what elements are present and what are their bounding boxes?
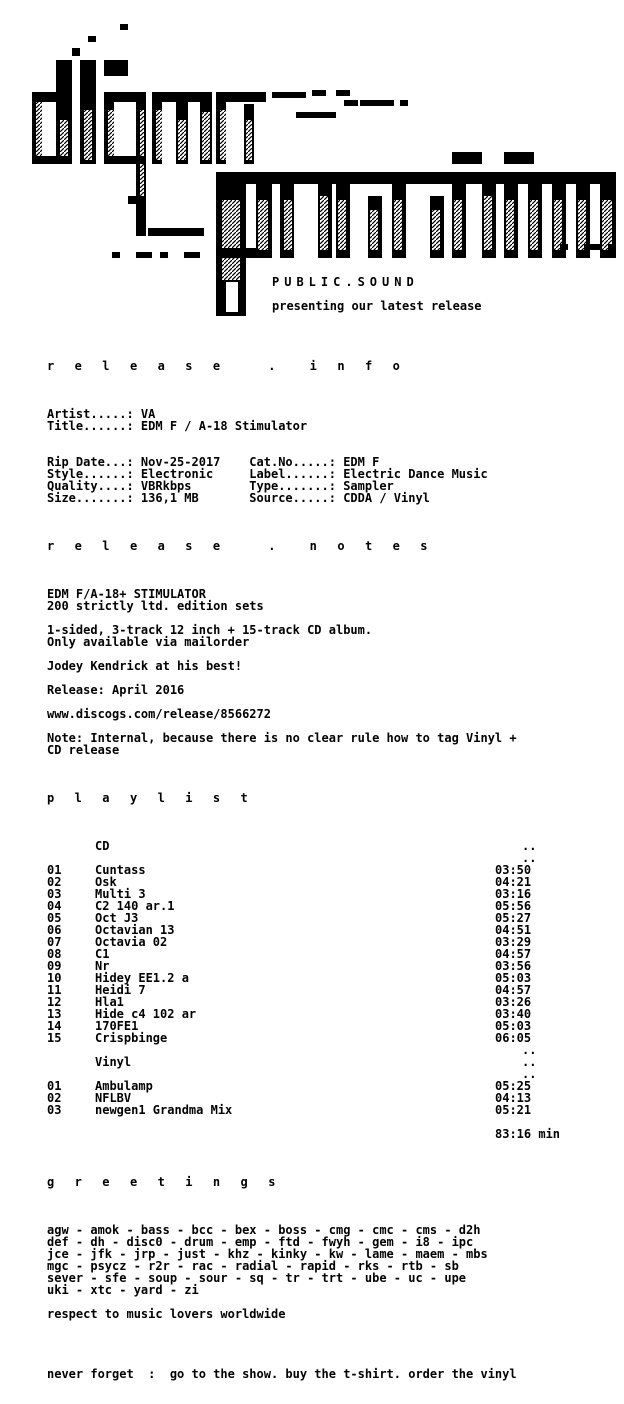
info-line: Quality....: VBRkbps Type.......: Sampler [47, 479, 394, 493]
track-title: Cuntass [95, 863, 146, 877]
note-line: Jodey Kendrick at his best! [47, 659, 243, 673]
track-title: newgen1 Grandma Mix [95, 1103, 233, 1117]
track-title: Ambulamp [95, 1079, 153, 1093]
dots: .. [522, 1043, 537, 1057]
cd-header: CD [95, 839, 110, 853]
info-line: Size.......: 136,1 MB Source.....: CDDA / Vinyl [47, 491, 430, 505]
respect-line: respect to music lovers worldwide [47, 1307, 286, 1321]
track-duration: 05:56 [495, 899, 532, 913]
track-duration: 03:16 [495, 887, 532, 901]
track-number: 09 [47, 959, 62, 973]
track-duration: 04:13 [495, 1091, 532, 1105]
dots: .. [522, 851, 537, 865]
info-line: Rip Date...: Nov-25-2017 Cat.No.....: EDM F [47, 455, 380, 469]
track-duration: 03:40 [495, 1007, 532, 1021]
section-title-playlist: p l a y l i s t [47, 791, 255, 805]
greetings-line: jce - jfk - jrp - just - khz - kinky - kw - lame - maem - mbs [47, 1247, 488, 1261]
track-duration: 04:57 [495, 947, 532, 961]
track-number: 10 [47, 971, 62, 985]
greetings-line: uki - xtc - yard - zi [47, 1283, 199, 1297]
tagline: presenting our latest release [272, 299, 482, 313]
greetings-line: mgc - psycz - r2r - rac - radial - rapid - rks - rtb - sb [47, 1259, 459, 1273]
track-duration: 03:56 [495, 959, 532, 973]
track-number: 11 [47, 983, 62, 997]
track-duration: 03:29 [495, 935, 532, 949]
track-number: 05 [47, 911, 62, 925]
track-title: C1 [95, 947, 110, 961]
track-title: Multi 3 [95, 887, 146, 901]
track-duration: 05:03 [495, 971, 532, 985]
track-number: 04 [47, 899, 62, 913]
discogs-link[interactable]: www.discogs.com/release/8566272 [47, 707, 271, 721]
note-line: CD release [47, 743, 120, 757]
track-title: Oct J3 [95, 911, 139, 925]
info-line: Style......: Electronic Label......: Electric Dance Music [47, 467, 488, 481]
track-duration: 05:21 [495, 1103, 532, 1117]
track-duration: 05:27 [495, 911, 532, 925]
group-name: PUBLIC.SOUND [272, 275, 419, 289]
track-number: 08 [47, 947, 62, 961]
note-line: Note: Internal, because there is no clear rule how to tag Vinyl + [47, 731, 517, 745]
track-title: 170FE1 [95, 1019, 139, 1033]
track-number: 03 [47, 1103, 62, 1117]
track-number: 07 [47, 935, 62, 949]
track-number: 14 [47, 1019, 62, 1033]
footer-line: never forget : go to the show. buy the t-shirt. order the vinyl [47, 1367, 517, 1381]
track-title: Hla1 [95, 995, 124, 1009]
note-line: 200 strictly ltd. edition sets [47, 599, 264, 613]
dots: .. [522, 1067, 537, 1081]
section-title-info: r e l e a s e . i n f o [47, 359, 407, 373]
track-title: Octavian 13 [95, 923, 175, 937]
track-number: 06 [47, 923, 62, 937]
track-title: Heidi 7 [95, 983, 146, 997]
track-number: 01 [47, 1079, 62, 1093]
track-title: Hidey EE1.2 a [95, 971, 189, 985]
track-duration: 05:25 [495, 1079, 532, 1093]
dots: .. [522, 839, 537, 853]
track-title: Octavia 02 [95, 935, 168, 949]
track-duration: 04:57 [495, 983, 532, 997]
track-number: 12 [47, 995, 62, 1009]
track-title: Osk [95, 875, 117, 889]
track-number: 15 [47, 1031, 62, 1045]
info-artist: Artist.....: VA [47, 407, 156, 421]
track-title: Crispbinge [95, 1031, 168, 1045]
track-number: 03 [47, 887, 62, 901]
track-number: 13 [47, 1007, 62, 1021]
info-title: Title......: EDM F / A-18 Stimulator [47, 419, 308, 433]
section-title-notes: r e l e a s e . n o t e s [47, 539, 435, 553]
track-duration: 04:21 [495, 875, 532, 889]
track-number: 02 [47, 1091, 62, 1105]
greetings-line: def - dh - disc0 - drum - emp - ftd - fwyh - gem - i8 - ipc [47, 1235, 474, 1249]
track-number: 02 [47, 875, 62, 889]
greetings-line: agw - amok - bass - bcc - bex - boss - cmg - cmc - cms - d2h [47, 1223, 481, 1237]
track-duration: 06:05 [495, 1031, 532, 1045]
track-title: Hide c4 102 ar [95, 1007, 197, 1021]
track-duration: 05:03 [495, 1019, 532, 1033]
total-time: 83:16 min [495, 1127, 561, 1141]
note-line: EDM F/A-18+ STIMULATOR [47, 587, 206, 601]
track-number: 01 [47, 863, 62, 877]
track-duration: 03:50 [495, 863, 532, 877]
greetings-line: sever - sfe - soup - sour - sq - tr - trt - ube - uc - upe [47, 1271, 467, 1285]
track-title: C2 140 ar.1 [95, 899, 175, 913]
track-title: Nr [95, 959, 110, 973]
track-duration: 03:26 [495, 995, 532, 1009]
track-title: NFLBV [95, 1091, 132, 1105]
track-duration: 04:51 [495, 923, 532, 937]
dots: .. [522, 1055, 537, 1069]
note-line: 1-sided, 3-track 12 inch + 15-track CD album. [47, 623, 373, 637]
vinyl-header: Vinyl [95, 1055, 132, 1069]
note-line: Release: April 2016 [47, 683, 185, 697]
note-line: Only available via mailorder [47, 635, 250, 649]
section-title-greetings: g r e e t i n g s [47, 1175, 283, 1189]
